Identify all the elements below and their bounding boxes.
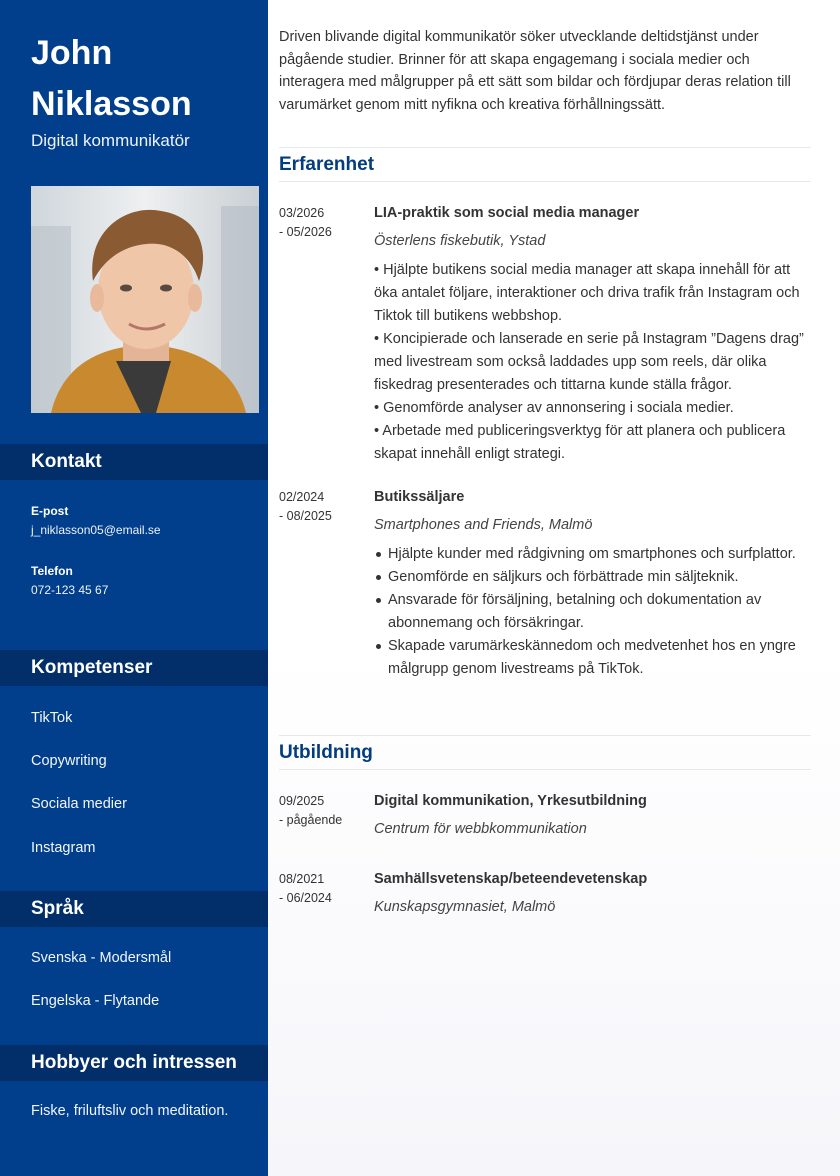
main-content — [268, 0, 840, 1176]
skill-item: Copywriting — [31, 753, 107, 769]
sidebar — [0, 0, 268, 1176]
skill-item: TikTok — [31, 710, 73, 726]
language-item: Svenska - Modersmål — [31, 950, 172, 966]
languages-heading: Språk — [0, 891, 268, 927]
job-bullets — [374, 543, 814, 681]
date-start: 03/2026 — [279, 206, 325, 220]
bullet-item: • Genomförde analyser av annonsering i sociala medier. — [374, 400, 734, 416]
education-date — [279, 870, 369, 908]
date-end: - 08/2025 — [279, 509, 332, 523]
job-title: LIA-praktik som social media manager — [374, 205, 640, 221]
experience-heading: Erfarenhet — [279, 147, 811, 182]
job-date — [279, 488, 369, 526]
hobbies-text: Fiske, friluftsliv och meditation. — [31, 1103, 229, 1119]
bullet-item: Genomförde en säljkurs och förbättrade min säljteknik. — [374, 566, 814, 589]
job-title: Butikssäljare — [374, 489, 465, 505]
date-end: - 06/2024 — [279, 891, 332, 905]
job-employer: Smartphones and Friends, Malmö — [374, 517, 593, 533]
skill-item: Instagram — [31, 840, 96, 856]
phone-value[interactable]: 072-123 45 67 — [31, 583, 109, 597]
date-end: - pågående — [279, 813, 343, 827]
education-school: Kunskapsgymnasiet, Malmö — [374, 899, 556, 915]
job-title: Digital kommunikatör — [31, 131, 190, 150]
language-item: Engelska - Flytande — [31, 993, 160, 1009]
email-label: E-post — [31, 504, 69, 518]
education-heading: Utbildning — [279, 735, 811, 770]
bullet-item: • Koncipierade och lanserade en serie på Instagram ”Dagens drag” med livestream som också laddades upp som reels, där olika fiskedrag presenterades och tittarna kunde ställa frågor. — [374, 331, 804, 393]
job-employer: Österlens fiskebutik, Ystad — [374, 233, 546, 249]
bullet-item: • Arbetade med publiceringsverktyg för att planera och publicera skapat innehåll enligt strategi. — [374, 423, 786, 462]
person-name — [31, 28, 261, 130]
date-start: 02/2024 — [279, 490, 325, 504]
hobbies-heading: Hobbyer och intressen — [0, 1045, 268, 1081]
skill-item: Sociala medier — [31, 796, 127, 812]
education-title: Samhällsvetenskap/beteendevetenskap — [374, 871, 648, 887]
date-start: 08/2021 — [279, 872, 325, 886]
education-title: Digital kommunikation, Yrkesutbildning — [374, 793, 647, 809]
first-name: John — [31, 34, 113, 72]
job-bullets — [374, 259, 814, 466]
profile-photo — [31, 186, 259, 413]
bullet-item: Hjälpte kunder med rådgivning om smartphones och surfplattor. — [374, 543, 814, 566]
contact-heading: Kontakt — [0, 444, 268, 480]
email-value[interactable]: j_niklasson05@email.se — [31, 523, 161, 537]
date-start: 09/2025 — [279, 794, 325, 808]
job-date — [279, 204, 369, 242]
profile-summary: Driven blivande digital kommunikatör söker utvecklande deltidstjänst under pågående studier. Brinner för att skapa engagemang i sociala medier och interagera med målgrupper på ett sätt som bildar och fördjupar deras relation till varumärket genom mitt nyfikna och kreativa förhållningssätt. — [279, 29, 791, 113]
skills-heading: Kompetenser — [0, 650, 268, 686]
portrait-image — [31, 186, 259, 413]
bullet-item: Skapade varumärkeskännedom och medvetenhet hos en yngre målgrupp genom livestreams på TikTok. — [374, 635, 814, 681]
date-end: - 05/2026 — [279, 225, 332, 239]
education-date — [279, 792, 369, 830]
education-school: Centrum för webbkommunikation — [374, 821, 587, 837]
bullet-item: • Hjälpte butikens social media manager att skapa innehåll för att öka antalet följare, interaktioner och driva trafik från Instagram och Tiktok till butikens webbshop. — [374, 262, 800, 324]
last-name: Niklasson — [31, 85, 192, 123]
phone-label: Telefon — [31, 564, 73, 578]
bullet-item: Ansvarade för försäljning, betalning och dokumentation av abonnemang och försäkringar. — [374, 589, 814, 635]
